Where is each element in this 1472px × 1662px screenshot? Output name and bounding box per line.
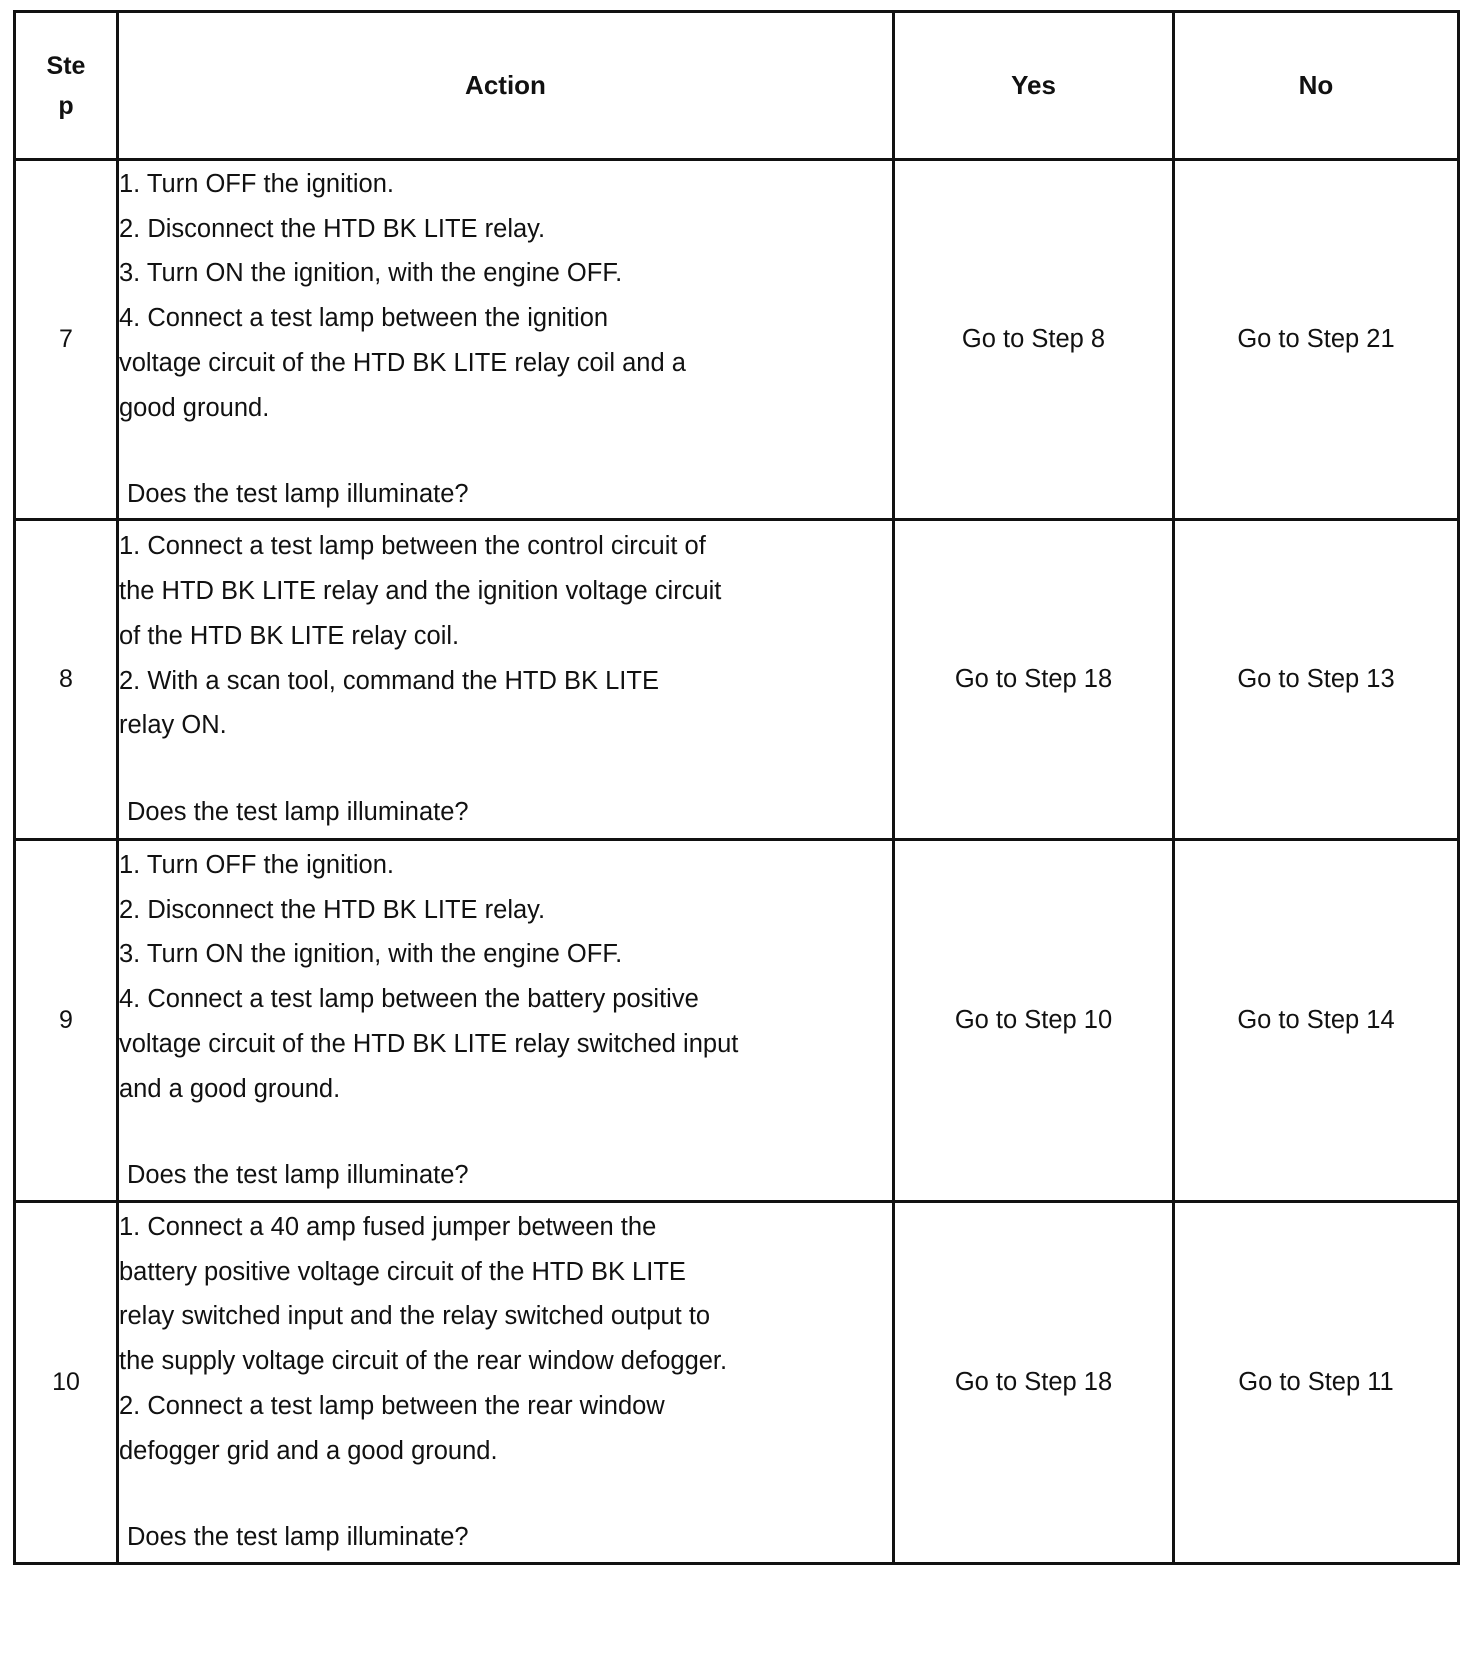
action-line: 2. Disconnect the HTD BK LITE relay. (119, 895, 546, 924)
step-number: 10 (15, 1202, 118, 1564)
header-step-label: Step (46, 51, 86, 120)
yes-result: Go to Step 18 (894, 1202, 1174, 1564)
action-line: 3. Turn ON the ignition, with the engine OFF. (119, 259, 623, 288)
action-line: 4. Connect a test lamp between the battery positive (119, 985, 699, 1014)
no-result: Go to Step 21 (1174, 160, 1459, 520)
action-cell (118, 520, 894, 840)
action-line: voltage circuit of the HTD BK LITE relay coil and a (119, 348, 686, 377)
yes-result: Go to Step 8 (894, 160, 1174, 520)
action-line: defogger grid and a good ground. (119, 1436, 498, 1465)
action-question: Does the test lamp illuminate? (127, 480, 469, 509)
action-line: 2. Disconnect the HTD BK LITE relay. (119, 214, 546, 243)
action-line: relay ON. (119, 711, 227, 740)
action-line: 1. Connect a test lamp between the control circuit of (119, 532, 706, 561)
action-cell (118, 160, 894, 520)
action-line: good ground. (119, 393, 270, 422)
action-line: 1. Turn OFF the ignition. (119, 851, 394, 880)
action-question: Does the test lamp illuminate? (127, 797, 469, 826)
header-yes: Yes (894, 12, 1174, 160)
table-row-step-7 (15, 160, 1459, 520)
header-action: Action (118, 12, 894, 160)
step-number: 7 (15, 160, 118, 520)
header-no: No (1174, 12, 1459, 160)
action-line: 4. Connect a test lamp between the ignition (119, 304, 609, 333)
no-result: Go to Step 11 (1174, 1202, 1459, 1564)
header-step (15, 12, 118, 160)
action-question: Does the test lamp illuminate? (127, 1523, 469, 1552)
action-line: 1. Connect a 40 amp fused jumper between the (119, 1213, 657, 1242)
action-line: 2. Connect a test lamp between the rear window (119, 1391, 665, 1420)
header-row (15, 12, 1459, 160)
step-number: 8 (15, 520, 118, 840)
action-line: 1. Turn OFF the ignition. (119, 170, 394, 199)
no-result: Go to Step 14 (1174, 840, 1459, 1202)
action-line: the HTD BK LITE relay and the ignition voltage circuit (119, 577, 722, 606)
action-line: 3. Turn ON the ignition, with the engine OFF. (119, 940, 623, 969)
no-result: Go to Step 13 (1174, 520, 1459, 840)
action-question: Does the test lamp illuminate? (127, 1161, 469, 1190)
yes-result: Go to Step 18 (894, 520, 1174, 840)
diagnostic-table (13, 10, 1460, 1565)
action-line: relay switched input and the relay switched output to (119, 1302, 711, 1331)
table-row-step-9 (15, 840, 1459, 1202)
yes-result: Go to Step 10 (894, 840, 1174, 1202)
action-cell (118, 840, 894, 1202)
table-row-step-10 (15, 1202, 1459, 1564)
action-line: 2. With a scan tool, command the HTD BK LITE (119, 666, 659, 695)
step-number: 9 (15, 840, 118, 1202)
action-line: of the HTD BK LITE relay coil. (119, 621, 460, 650)
action-cell (118, 1202, 894, 1564)
action-line: and a good ground. (119, 1074, 341, 1103)
action-line: the supply voltage circuit of the rear window defogger. (119, 1347, 728, 1376)
action-line: voltage circuit of the HTD BK LITE relay switched input (119, 1029, 739, 1058)
table-row-step-8 (15, 520, 1459, 840)
action-line: battery positive voltage circuit of the HTD BK LITE (119, 1257, 686, 1286)
